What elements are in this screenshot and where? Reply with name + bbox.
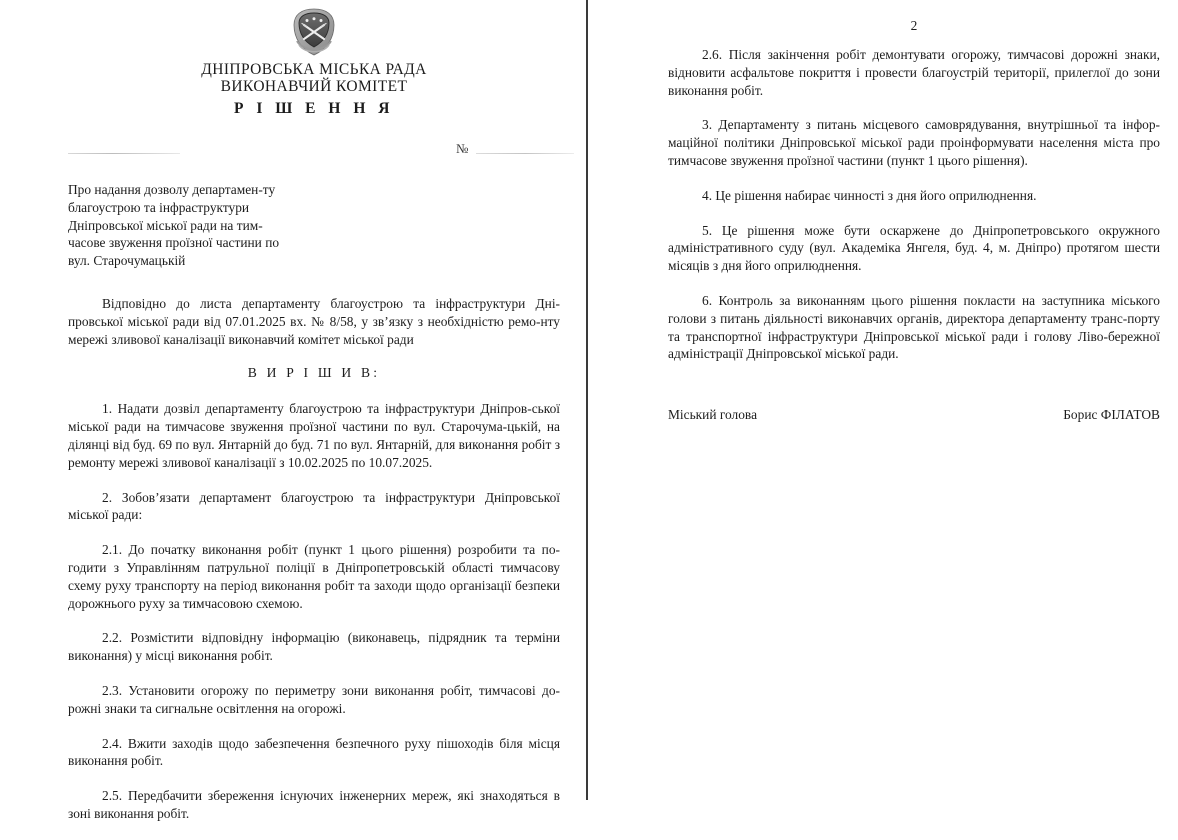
clause-2-2: 2.2. Розмістити відповідну інформацію (виконавець, підрядник та терміни виконання) у місці виконання робіт. [68, 630, 560, 664]
clause-4: 4. Це рішення набирає чинності з дня його оприлюднення. [702, 187, 1037, 203]
signatory-name: Борис ФІЛАТОВ [1063, 407, 1160, 423]
coat-of-arms-icon [291, 7, 337, 57]
signatory-role: Міський голова [668, 407, 758, 423]
date-and-number-row [68, 137, 560, 167]
signature-block [668, 407, 1160, 423]
clause-2-5: 2.5. Передбачити збереження існуючих інженерних мереж, які знаходяться в зоні виконання робіт. [68, 788, 560, 821]
page-2-content [668, 0, 1160, 423]
clause-2-4: 2.4. Вжити заходів щодо забезпечення безпечного руху пішоходів біля місця виконання робіт. [68, 735, 560, 769]
date-rule-line [68, 153, 180, 154]
preamble-paragraph: Відповідно до листа департаменту благоустрою та інфраструктури Дні-провської міської ради від 07.01.2025 вх. № 8/58, у зв’язку з необхідністю ремо-нту мережі зливової каналізації виконавчий комітет міської ради [68, 295, 560, 347]
document-type-heading: Р І Ш Е Н Н Я [234, 100, 394, 117]
org-line-committee: ВИКОНАВЧИЙ КОМІТЕТ [220, 78, 408, 95]
clause-2-1: 2.1. До початку виконання робіт (пункт 1 цього рішення) розробити та по-годити з Управлінням патрульної поліції в Дніпропетровській області тимчасову схему руху транспорту на період виконання робіт та заходи щодо організації безпеки дорожнього руху за тимчасовою схемою. [68, 542, 560, 611]
page-1-body [68, 295, 560, 823]
clause-2-6: 2.6. Після закінчення робіт демонтувати огорожу, тимчасові дорожні знаки, відновити асфальтове покриття і провести благоустрій території, прилеглої до зони виконання робіт. [668, 47, 1160, 98]
page-number: 2 [910, 18, 918, 33]
clause-2: 2. Зобов’язати департамент благоустрою та інфраструктури Дніпровської міської ради: [68, 489, 560, 523]
document-page-2 [588, 0, 1178, 800]
clause-1: 1. Надати дозвіл департаменту благоустрою та інфраструктури Дніпров-ської міської ради на тимчасове звуження проїзної частини по вул. Старочума-цькій, на ділянці від буд. 69 по вул. Янтарній до буд. 71 по вул. Янтарній, для виконання робіт з ремонту мережі зливової каналізації з 10.02.2025 по 10.07.2025. [68, 401, 560, 470]
page-1-content [68, 0, 560, 840]
clause-5: 5. Це рішення може бути оскаржене до Дніпропетровського окружного адміністративного суду (вул. Академіка Янгеля, буд. 4, м. Дніпро) протягом шести місяців з дня його оприлюднення. [668, 222, 1160, 274]
clause-6: 6. Контроль за виконанням цього рішення покласти на заступника міського голови з питань діяльності виконавчих органів, директора департаменту транс-порту та транспортної інфраструктури Дніпровської міської ради і голову Ліво-бережної адміністрації Дніпровської міської ради. [668, 292, 1160, 362]
document-subject: Про надання дозволу департамен-ту благоустрою та інфраструктури Дніпровської міської ради на тим-часове звуження проїзної частини по вул. Старочумацькій [68, 182, 280, 269]
number-rule-line [476, 153, 574, 154]
page-2-body [668, 46, 1160, 363]
clause-3: 3. Департаменту з питань місцевого самоврядування, внутрішньої та інфор-маційної політики Дніпровської міської ради проінформувати населення міста про тимчасове звуження проїзної частини (пункт 1 цього рішення). [668, 117, 1160, 168]
resolved-heading: В И Р І Ш И В: [247, 365, 381, 381]
clause-2-3: 2.3. Установити огорожу по периметру зони виконання робіт, тимчасові до-рожні знаки та сигнальне освітлення на огорожі. [68, 682, 560, 716]
org-line-council: ДНІПРОВСЬКА МІСЬКА РАДА [201, 61, 427, 78]
number-sign-label: № [456, 141, 469, 156]
emblem-container [68, 0, 560, 57]
document-page-1 [0, 0, 586, 821]
organization-title [68, 61, 560, 120]
